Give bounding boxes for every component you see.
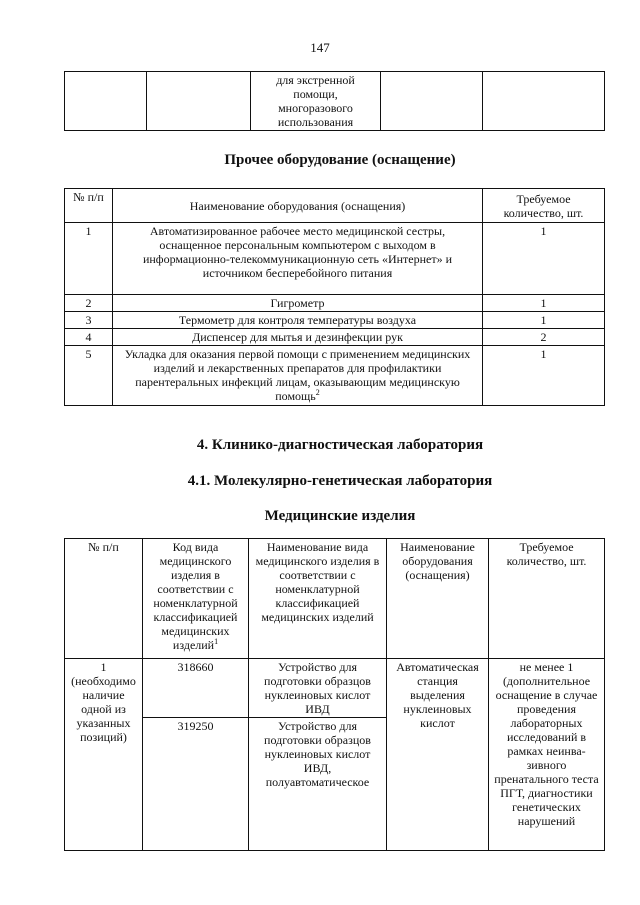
row-qty: 2 [483, 329, 605, 346]
header-equipment: Наименование оборудования (оснащения) [387, 539, 489, 659]
table-row [65, 329, 605, 346]
row-name: Устройство для подготовки образцов нуклеиновых кислот ИВД [249, 659, 387, 718]
row-qty: 1 [483, 312, 605, 329]
footnote-marker: 2 [315, 388, 320, 397]
row-name: Автоматизированное рабочее место медицинской сестры, оснащенное персональным компьютером с выходом в информационно-телекоммуникационную сеть «Интернет» и источником бесперебойного питания [113, 223, 483, 295]
row-name [113, 346, 483, 406]
row-num: 2 [65, 295, 113, 312]
row-name-text: Укладка для оказания первой помощи с применением медицинских изделий и лекарственных препаратов для профилактики парентеральных инфекций лицам, оказывающим медицинскую помощь [124, 347, 471, 403]
row-equipment: Автоматическая станция выделения нуклеиновых кислот [387, 659, 489, 851]
header-name: Наименование оборудования (оснащения) [113, 189, 483, 223]
row-qty: 1 [483, 295, 605, 312]
row-name: Термометр для контроля температуры воздуха [113, 312, 483, 329]
row-name: Гигрометр [113, 295, 483, 312]
table-row [65, 295, 605, 312]
header-qty: Требуемое количество, шт. [483, 189, 605, 223]
section-title-molecular: 4.1. Молекулярно-генетическая лаборатория [187, 473, 493, 489]
row-qty: 1 [483, 223, 605, 295]
row-qty: 1 [483, 346, 605, 406]
section-title-lab: 4. Клинико-диагностическая лаборатория [196, 437, 484, 453]
row-code: 319250 [143, 718, 249, 851]
section-title-medical-devices: Медицинские изделия [264, 508, 416, 524]
header-num: № п/п [65, 189, 113, 223]
table-header-row [65, 539, 605, 659]
row-num: 4 [65, 329, 113, 346]
footnote-marker: 1 [214, 637, 219, 646]
table-cell [483, 72, 605, 131]
header-name: Наименование вида медицинского изделия в соответствии с номенклатурной классификацией медицинских изделий [249, 539, 387, 659]
cell-line: использования [277, 115, 354, 129]
row-num: 3 [65, 312, 113, 329]
row-name: Устройство для подготовки образцов нуклеиновых кислот ИВД, полуавтоматическое [249, 718, 387, 851]
other-equipment-table [64, 188, 605, 406]
cell-line: помощи, [293, 87, 338, 101]
header-num: № п/п [65, 539, 143, 659]
table-cell [381, 72, 483, 131]
header-code [143, 539, 249, 659]
page-number: 147 [310, 40, 330, 55]
row-qty: не менее 1 (дополнительное оснащение в случае проведения лабораторных исследований в рамках неинва-зивного пренатального теста ПГТ, диагностики генетических нарушений [489, 659, 605, 851]
row-num: 5 [65, 346, 113, 406]
medical-devices-table [64, 538, 605, 851]
row-num: 1 (необходимо наличие одной из указанных позиций) [65, 659, 143, 851]
header-qty: Требуемое количество, шт. [489, 539, 605, 659]
table-row [65, 312, 605, 329]
cell-line: многоразового [278, 101, 353, 115]
section-title-other-equipment: Прочее оборудование (оснащение) [224, 152, 456, 168]
row-code: 318660 [143, 659, 249, 718]
table-row [65, 659, 605, 718]
table-header-row [65, 189, 605, 223]
header-code-text: Код вида медицинского изделия в соответствии с номенклатурной классификацией медицинских изделий [153, 540, 238, 652]
table-cell [65, 72, 147, 131]
table-row [65, 223, 605, 295]
table-cell [251, 72, 381, 131]
table-row [65, 346, 605, 406]
row-num: 1 [65, 223, 113, 295]
continued-table [64, 71, 605, 131]
table-cell [147, 72, 251, 131]
cell-line: для экстренной [276, 73, 355, 87]
row-name: Диспенсер для мытья и дезинфекции рук [113, 329, 483, 346]
